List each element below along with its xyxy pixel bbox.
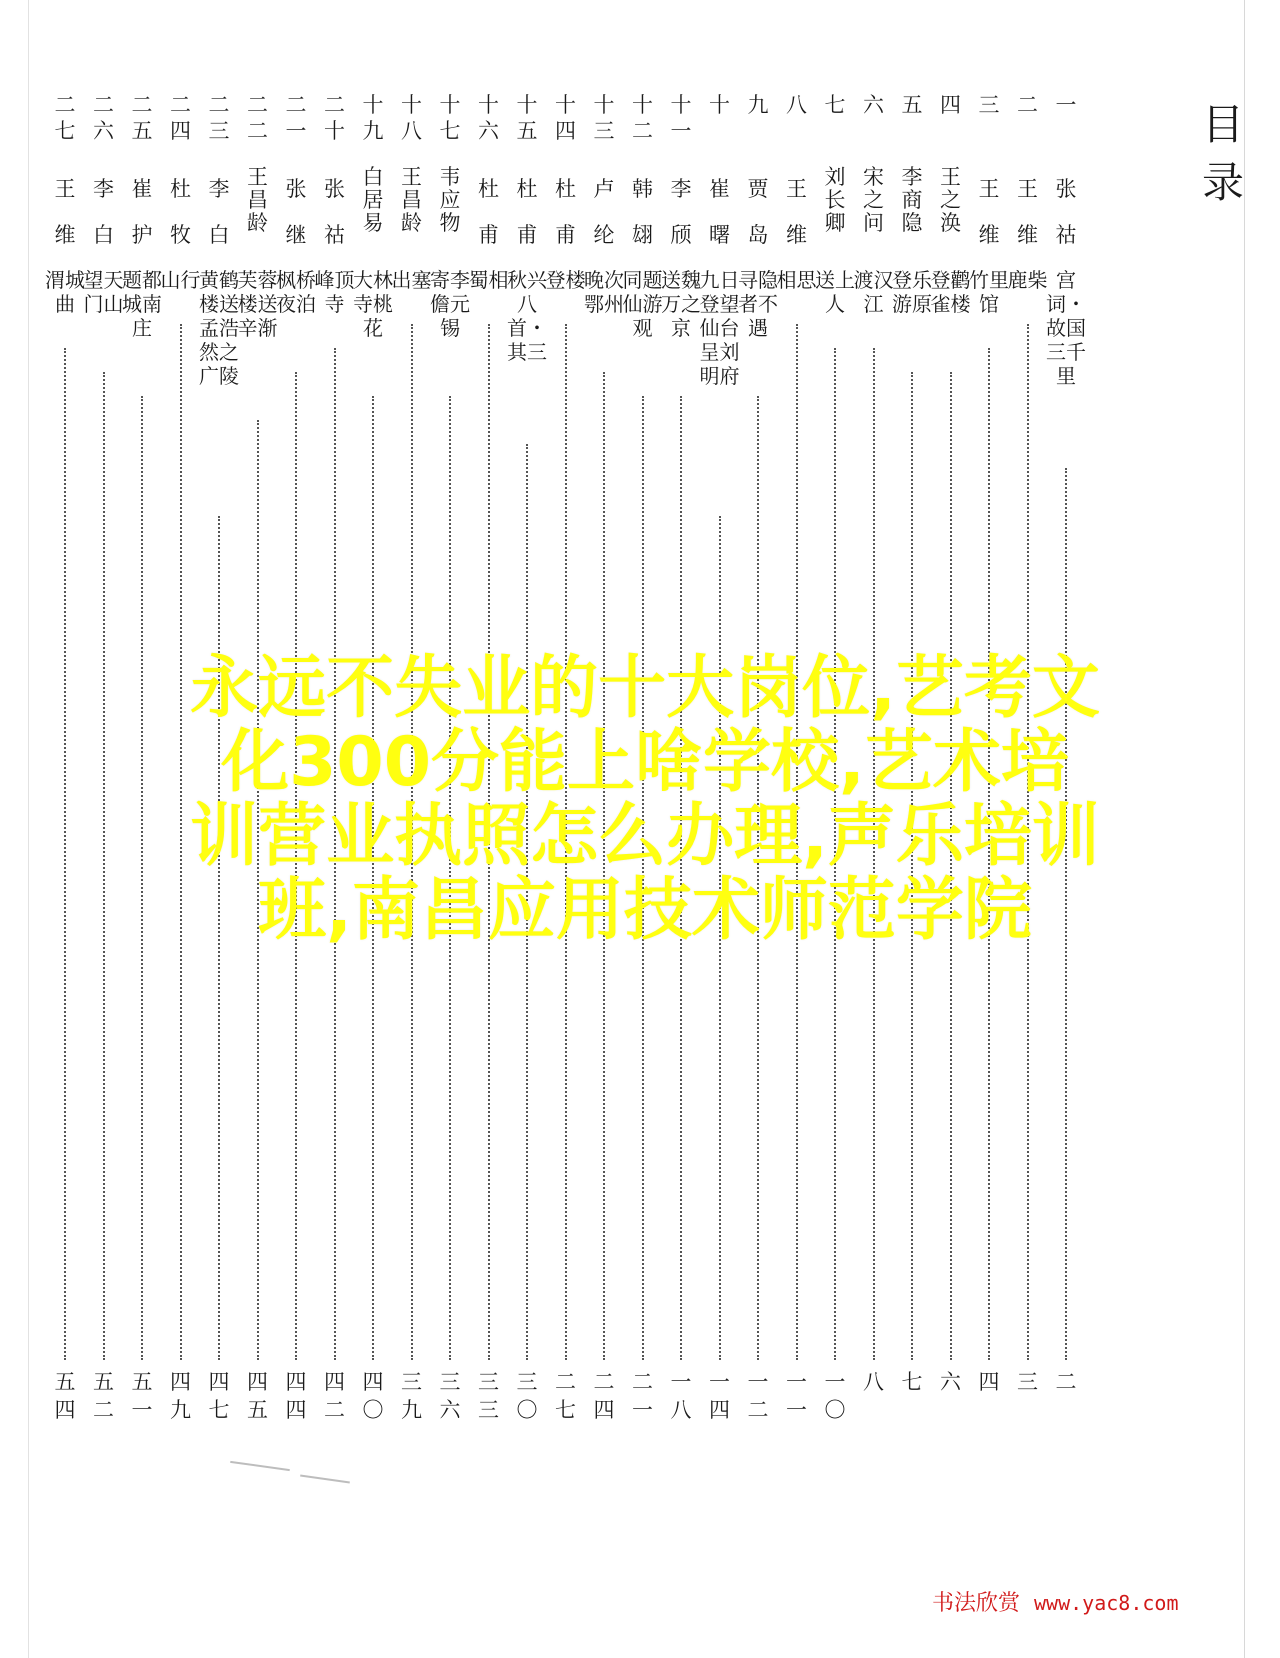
entry-poem-title: 黄鹤楼送孟浩然之广陵	[199, 268, 239, 388]
entry-page-number: 四〇	[362, 1370, 384, 1422]
entry-number: 十九	[362, 93, 384, 143]
entry-page-number: 二四	[593, 1370, 615, 1422]
entry-number: 二六	[93, 93, 114, 143]
scan-smudge	[230, 1461, 290, 1471]
entry-author: 王维	[786, 177, 807, 247]
entry-number: 二三	[208, 93, 230, 143]
entry-author: 李白	[93, 177, 114, 247]
entry-poem-title: 登乐游原	[892, 268, 932, 316]
toc-title: 目录	[1201, 100, 1244, 207]
entry-poem-title: 芙蓉楼送辛渐	[237, 268, 278, 340]
entry-author: 杜甫	[516, 177, 538, 247]
entry-number: 二五	[131, 93, 153, 143]
entry-number: 十二	[632, 93, 653, 143]
entry-page-number: 二一	[632, 1370, 653, 1422]
entry-author: 崔护	[131, 177, 153, 247]
entry-page-number: 三三	[478, 1370, 499, 1422]
overlay-headline	[30, 649, 1260, 950]
entry-author: 杜甫	[478, 177, 499, 247]
entry-poem-title: 大林寺桃花	[353, 268, 393, 340]
overlay-line: 化300分能上啥学校,艺术培	[221, 723, 1069, 802]
entry-author: 杜甫	[555, 177, 576, 247]
entry-author: 张继	[285, 177, 307, 247]
entry-page-number: 一一	[786, 1370, 807, 1422]
entry-poem-title: 枫桥夜泊	[276, 268, 316, 316]
overlay-line: 班,南昌应用技术师范学院	[258, 871, 1032, 950]
entry-number: 十	[709, 93, 730, 117]
entry-page-number: 四	[978, 1370, 1000, 1394]
entry-page-number: 一〇	[824, 1370, 846, 1422]
entry-page-number: 二七	[555, 1370, 576, 1422]
watermark-site-name: 书法欣赏	[932, 1591, 1021, 1616]
entry-author: 王维	[978, 177, 1000, 247]
entry-poem-title: 登楼	[545, 268, 586, 292]
entry-number: 二二	[247, 93, 268, 143]
entry-page-number: 五四	[54, 1370, 76, 1422]
entry-number: 二四	[170, 93, 191, 143]
overlay-line: 永远不失业的十大岗位,艺考文	[190, 649, 1100, 728]
entry-poem-title: 宫词・故国三千里	[1046, 268, 1086, 388]
entry-author: 韩翃	[632, 177, 653, 247]
entry-page-number: 一二	[747, 1370, 769, 1422]
entry-author: 张祜	[1055, 177, 1077, 247]
entry-poem-title: 峰顶寺	[314, 268, 355, 316]
entry-poem-title: 九日登望仙台呈刘明府	[699, 268, 740, 388]
entry-number: 十六	[478, 93, 499, 143]
entry-page-number: 二	[1055, 1370, 1077, 1394]
entry-page-number: 七	[901, 1370, 923, 1394]
entry-number: 十八	[401, 93, 422, 143]
entry-number: 十三	[593, 93, 615, 143]
entry-author: 王维	[54, 177, 76, 247]
entry-number: 一	[1055, 93, 1077, 117]
entry-poem-title: 竹里馆	[969, 268, 1009, 316]
watermark-site-url: www.yac8.com	[1034, 1591, 1179, 1615]
entry-page-number: 三	[1017, 1370, 1038, 1394]
entry-poem-title: 蜀相	[468, 268, 509, 292]
entry-author: 张祜	[324, 177, 345, 247]
entry-number: 十七	[439, 93, 461, 143]
entry-poem-title: 题都城南庄	[122, 268, 162, 340]
entry-number: 三	[978, 93, 1000, 117]
entry-author: 李商隐	[901, 165, 923, 235]
overlay-line: 训营业执照怎么办理,声乐培训	[190, 797, 1100, 876]
entry-poem-title: 寄李儋元锡	[430, 268, 470, 340]
entry-page-number: 四四	[285, 1370, 307, 1422]
entry-author: 王维	[1017, 177, 1038, 247]
entry-page-number: 四九	[170, 1370, 191, 1422]
entry-page-number: 五一	[131, 1370, 153, 1422]
entry-author: 宋之问	[863, 165, 884, 235]
scan-smudge	[300, 1475, 350, 1484]
entry-author: 崔曙	[709, 177, 730, 247]
entry-poem-title: 晚次鄂州	[584, 268, 624, 316]
watermark-footer	[932, 1588, 1262, 1618]
entry-page-number: 四七	[208, 1370, 230, 1422]
entry-page-number: 一八	[670, 1370, 692, 1422]
entry-page-number: 五二	[93, 1370, 114, 1422]
entry-poem-title: 相思	[776, 268, 817, 292]
entry-number: 十一	[670, 93, 692, 143]
entry-poem-title: 望天门山	[83, 268, 124, 316]
entry-number: 六	[863, 93, 884, 117]
entry-author: 王昌龄	[401, 165, 422, 235]
entry-number: 十五	[516, 93, 538, 143]
entry-page-number: 六	[940, 1370, 961, 1394]
entry-page-number: 三〇	[516, 1370, 538, 1422]
entry-author: 贾岛	[747, 177, 769, 247]
entry-number: 二一	[285, 93, 307, 143]
entry-page-number: 四二	[324, 1370, 345, 1422]
entry-poem-title: 送魏万之京	[661, 268, 701, 340]
entry-number: 二十	[324, 93, 345, 143]
entry-author: 李颀	[670, 177, 692, 247]
entry-number: 九	[747, 93, 769, 117]
entry-author: 李白	[208, 177, 230, 247]
entry-number: 五	[901, 93, 923, 117]
entry-number: 八	[786, 93, 807, 117]
entry-number: 十四	[555, 93, 576, 143]
entry-number: 四	[940, 93, 961, 117]
entry-poem-title: 山行	[160, 268, 201, 292]
entry-author: 韦应物	[439, 165, 461, 235]
entry-author: 王之涣	[940, 165, 961, 235]
entry-poem-title: 登鹳雀楼	[930, 268, 971, 316]
entry-poem-title: 出塞	[391, 268, 432, 292]
scan-edge-left	[28, 0, 29, 1658]
entry-poem-title: 渡汉江	[853, 268, 894, 316]
entry-poem-title: 渭城曲	[45, 268, 85, 316]
entry-page-number: 四五	[247, 1370, 268, 1422]
entry-author: 杜牧	[170, 177, 191, 247]
entry-author: 王昌龄	[247, 165, 268, 235]
entry-author: 刘长卿	[824, 165, 846, 235]
entry-poem-title: 同题仙游观	[622, 268, 663, 340]
entry-number: 七	[824, 93, 846, 117]
entry-number: 二	[1017, 93, 1038, 117]
entry-page-number: 三九	[401, 1370, 422, 1422]
entry-poem-title: 送上人	[815, 268, 855, 316]
entry-page-number: 八	[863, 1370, 884, 1394]
entry-page-number: 一四	[709, 1370, 730, 1422]
entry-author: 白居易	[362, 165, 384, 235]
entry-page-number: 三六	[439, 1370, 461, 1422]
entry-poem-title: 寻隐者不遇	[738, 268, 778, 340]
entry-poem-title: 秋兴八首・其三	[507, 268, 547, 364]
entry-number: 二七	[54, 93, 76, 143]
entry-author: 卢纶	[593, 177, 615, 247]
entry-poem-title: 鹿柴	[1007, 268, 1048, 292]
